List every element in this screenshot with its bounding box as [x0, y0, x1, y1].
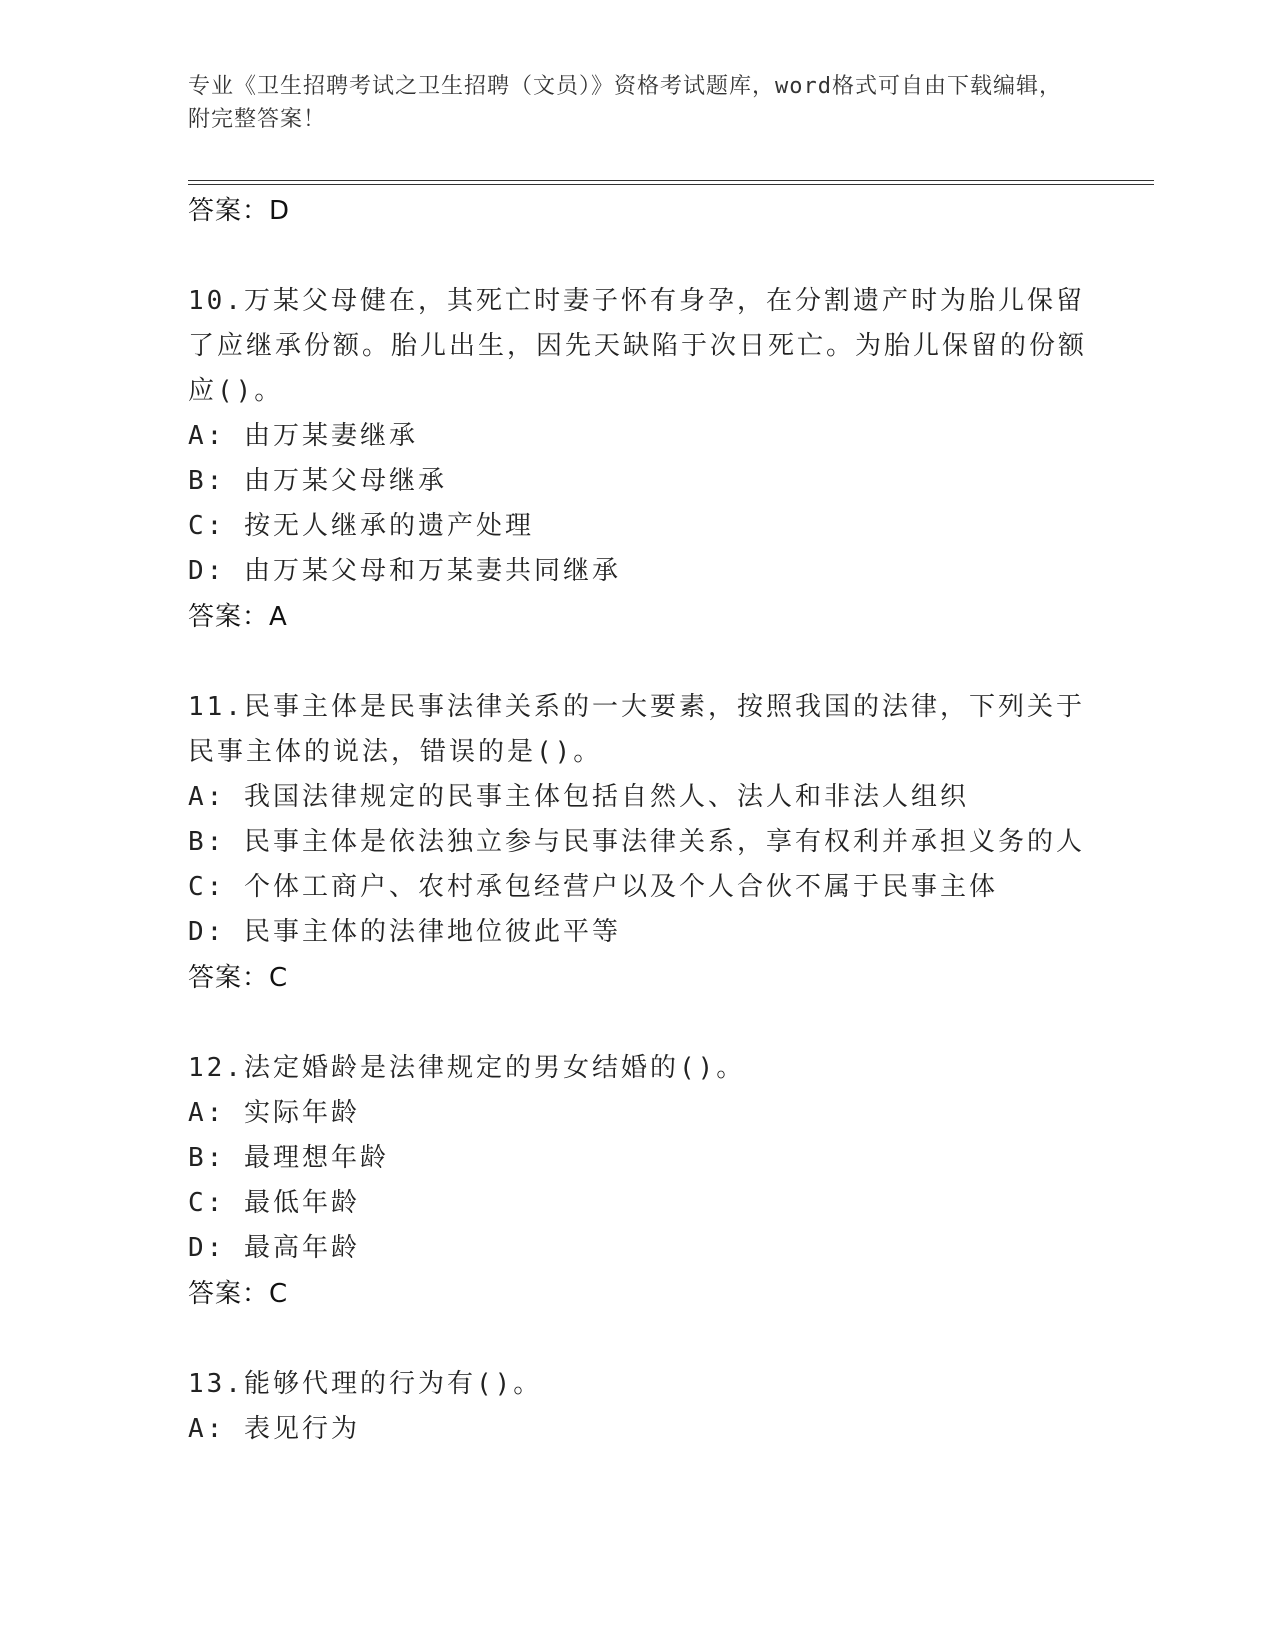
answer: 答案：C [188, 1279, 289, 1309]
question-stem: 11.民事主体是民事法律关系的一大要素，按照我国的法律，下列关于民事主体的说法，错误的是()。 [188, 692, 1085, 767]
question-13 [188, 1362, 1088, 1452]
option-d: D: 民事主体的法律地位彼此平等 [188, 917, 621, 947]
header-rule-bottom [188, 184, 1154, 185]
option-b: B: 最理想年龄 [188, 1143, 389, 1173]
answer-previous: 答案：D [188, 196, 291, 226]
option-b: B: 民事主体是依法独立参与民事法律关系，享有权利并承担义务的人 [188, 827, 1085, 857]
question-list [188, 188, 1088, 1452]
question-10 [188, 279, 1088, 640]
option-c: C: 最低年龄 [188, 1188, 360, 1218]
option-d: D: 最高年龄 [188, 1233, 360, 1263]
question-12 [188, 1046, 1088, 1317]
option-a: A: 由万某妻继承 [188, 421, 418, 451]
answer: 答案：A [188, 602, 288, 632]
question-stem: 12.法定婚龄是法律规定的男女结婚的()。 [188, 1053, 746, 1083]
option-d: D: 由万某父母和万某妻共同继承 [188, 556, 621, 586]
answer: 答案：C [188, 963, 289, 993]
header-rule-top [188, 180, 1154, 181]
option-a: A: 我国法律规定的民事主体包括自然人、法人和非法人组织 [188, 782, 969, 812]
option-b: B: 由万某父母继承 [188, 466, 447, 496]
question-11 [188, 685, 1088, 1001]
question-stem: 13.能够代理的行为有()。 [188, 1369, 543, 1399]
option-a: A: 表见行为 [188, 1414, 360, 1444]
option-c: C: 按无人继承的遗产处理 [188, 511, 534, 541]
question-stem: 10.万某父母健在，其死亡时妻子怀有身孕，在分割遗产时为胎儿保留了应继承份额。胎儿出生，因先天缺陷于次日死亡。为胎儿保留的份额应()。 [188, 286, 1088, 406]
option-a: A: 实际年龄 [188, 1098, 360, 1128]
option-c: C: 个体工商户、农村承包经营户以及个人合伙不属于民事主体 [188, 872, 998, 902]
document-header: 专业《卫生招聘考试之卫生招聘（文员）》资格考试题库，word格式可自由下载编辑，附完整答案！ [188, 74, 1062, 132]
